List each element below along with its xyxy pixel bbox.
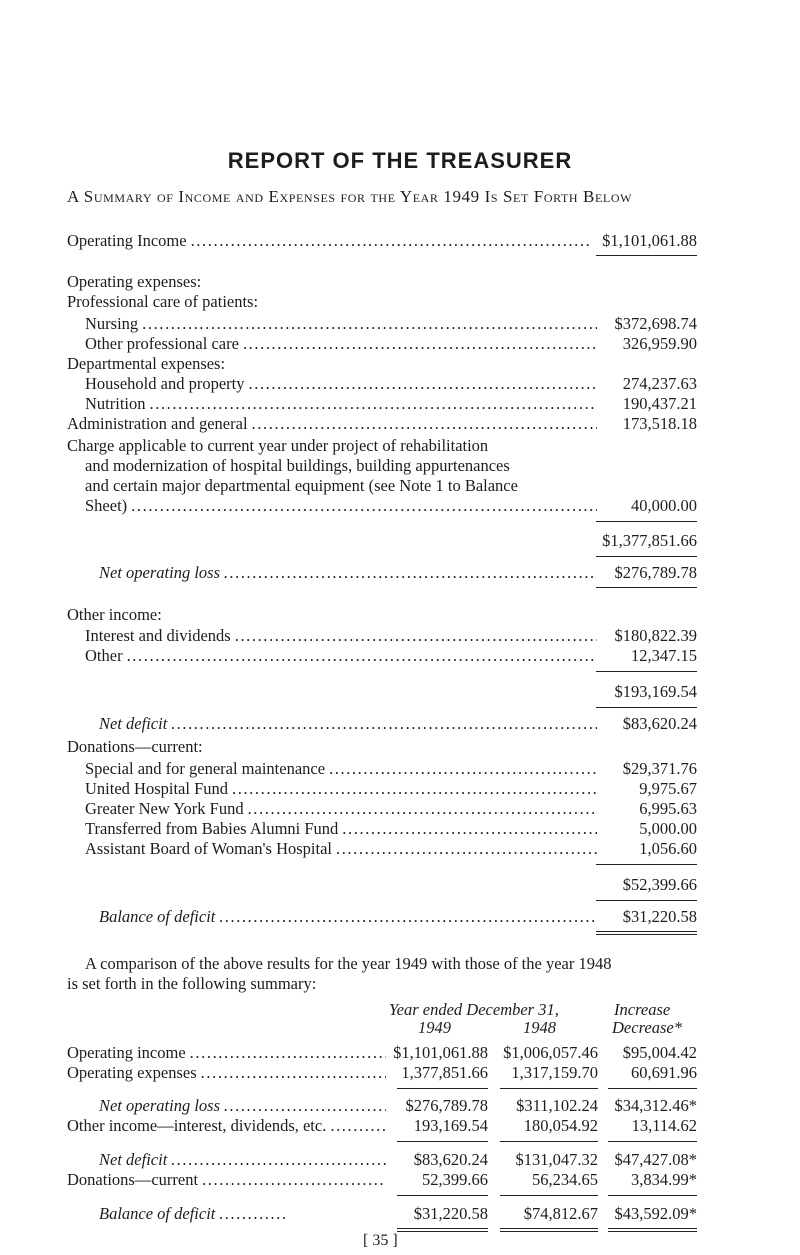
summary-1949: $31,220.58: [413, 1204, 488, 1223]
year-ended-header: Year ended December 31,: [389, 1000, 559, 1019]
summary-1948: 180,054.92: [523, 1116, 598, 1135]
summary-1949: 193,169.54: [413, 1116, 488, 1135]
rule: [596, 864, 697, 865]
charge-line2: and modernization of hospital buildings, building appurtenances: [85, 456, 510, 475]
rule: [596, 900, 697, 901]
donation-row: [85, 759, 597, 779]
rule: [608, 1088, 697, 1089]
donation-label: Greater New York Fund: [85, 799, 244, 818]
charge-value: 40,000.00: [631, 496, 697, 515]
summary-change: 13,114.62: [631, 1116, 697, 1135]
rule: [596, 931, 697, 932]
net-operating-loss-row: [99, 563, 597, 583]
rule: [608, 1231, 697, 1232]
rule: [397, 1195, 488, 1196]
page-number-close: ]: [392, 1232, 398, 1249]
donation-label: United Hospital Fund: [85, 779, 228, 798]
professional-heading: Professional care of patients:: [67, 292, 259, 311]
summary-1948: 56,234.65: [532, 1170, 598, 1189]
donations-total: $52,399.66: [622, 875, 697, 894]
household-value: 274,237.63: [622, 374, 697, 393]
charge-line3: and certain major departmental equipment (see Note 1 to Balance: [85, 476, 518, 495]
net-deficit-label: Net deficit: [99, 714, 168, 733]
donation-value: 9,975.67: [639, 779, 697, 798]
summary-change: 60,691.96: [631, 1063, 697, 1082]
summary-1948: 1,317,159.70: [511, 1063, 598, 1082]
other-income-total: $193,169.54: [614, 682, 697, 701]
expenses-total: $1,377,851.66: [602, 531, 697, 550]
summary-label: Net operating loss: [99, 1096, 221, 1115]
page-number: [363, 1232, 398, 1250]
summary-label: Operating expenses: [67, 1063, 197, 1082]
rule: [596, 556, 697, 557]
page-number-open: [: [363, 1232, 369, 1249]
rule: [500, 1228, 598, 1229]
donation-value: 6,995.63: [639, 799, 697, 818]
summary-1949: $83,620.24: [413, 1150, 488, 1169]
rule: [397, 1228, 488, 1229]
donation-label: Transferred from Babies Alumni Fund: [85, 819, 339, 838]
rule: [397, 1088, 488, 1089]
interest-value: $180,822.39: [614, 626, 697, 645]
nutrition-row: [85, 394, 597, 414]
summary-row: [67, 1116, 386, 1136]
rule: [596, 255, 697, 256]
balance-row: [99, 907, 597, 927]
operating-income-row: [67, 231, 590, 251]
charge-line4-row: [85, 496, 597, 516]
summary-row: [99, 1096, 386, 1116]
donation-value: $29,371.76: [622, 759, 697, 778]
col1948-header: 1948: [523, 1018, 556, 1037]
net-operating-loss-label: Net operating loss: [99, 563, 221, 582]
donation-row: [85, 839, 597, 859]
donation-row: [85, 819, 597, 839]
household-label: Household and property: [85, 374, 245, 393]
other-professional-row: [85, 334, 597, 354]
report-title: REPORT OF THE TREASURER: [227, 148, 573, 173]
summary-change: $34,312.46*: [614, 1096, 697, 1115]
summary-change: $95,004.42: [622, 1043, 697, 1062]
administration-row: [67, 414, 597, 434]
administration-label: Administration and general: [67, 414, 248, 433]
donation-label: Assistant Board of Woman's Hospital: [85, 839, 332, 858]
donation-row: [85, 779, 597, 799]
household-row: [85, 374, 597, 394]
interest-label: Interest and dividends: [85, 626, 231, 645]
donation-row: [85, 799, 597, 819]
rule: [608, 1195, 697, 1196]
other-label: Other: [85, 646, 123, 665]
charge-line1: Charge applicable to current year under project of rehabilitation: [67, 436, 489, 455]
rule: [608, 1228, 697, 1229]
summary-1949: $276,789.78: [405, 1096, 488, 1115]
nursing-label: Nursing: [85, 314, 139, 333]
donation-label: Special and for general maintenance: [85, 759, 326, 778]
nutrition-label: Nutrition: [85, 394, 146, 413]
summary-row: [99, 1150, 386, 1170]
summary-label: Balance of deficit: [99, 1204, 216, 1223]
rule: [500, 1088, 598, 1089]
summary-1948: $74,812.67: [523, 1204, 598, 1223]
net-operating-loss-value: $276,789.78: [614, 563, 697, 582]
other-value: 12,347.15: [631, 646, 697, 665]
summary-row: [67, 1043, 386, 1063]
operating-expenses-heading: Operating expenses:: [67, 272, 202, 291]
charge-line4: Sheet): [85, 496, 128, 515]
summary-label: Other income—interest, dividends, etc.: [67, 1116, 327, 1135]
nursing-row: [85, 314, 597, 334]
donation-value: 5,000.00: [639, 819, 697, 838]
departmental-heading: Departmental expenses:: [67, 354, 226, 373]
operating-income-value: $1,101,061.88: [602, 231, 697, 250]
rule: [596, 934, 697, 935]
summary-row: [99, 1204, 287, 1224]
decrease-header: Decrease*: [612, 1018, 682, 1037]
other-professional-value: 326,959.90: [622, 334, 697, 353]
other-row: [85, 646, 597, 666]
administration-value: 173,518.18: [622, 414, 697, 433]
operating-income-label: Operating Income: [67, 231, 187, 250]
donations-heading: Donations—current:: [67, 737, 203, 756]
col1949-header: 1949: [418, 1018, 451, 1037]
report-subtitle: A Summary of Income and Expenses for the Year 1949 Is Set Forth Below: [67, 187, 633, 206]
rule: [596, 707, 697, 708]
rule: [397, 1231, 488, 1232]
interest-row: [85, 626, 597, 646]
summary-label: Operating income: [67, 1043, 186, 1062]
net-deficit-value: $83,620.24: [622, 714, 697, 733]
summary-1949: 52,399.66: [422, 1170, 488, 1189]
increase-header: Increase: [614, 1000, 671, 1019]
nutrition-value: 190,437.21: [622, 394, 697, 413]
summary-label: Donations—current: [67, 1170, 199, 1189]
summary-1948: $1,006,057.46: [503, 1043, 598, 1062]
summary-1949: $1,101,061.88: [393, 1043, 488, 1062]
summary-row: [67, 1170, 386, 1190]
rule: [500, 1141, 598, 1142]
donation-value: 1,056.60: [639, 839, 697, 858]
summary-1949: 1,377,851.66: [401, 1063, 488, 1082]
balance-label: Balance of deficit: [99, 907, 216, 926]
rule: [500, 1231, 598, 1232]
summary-row: [67, 1063, 386, 1083]
summary-change: $47,427.08*: [614, 1150, 697, 1169]
other-income-heading: Other income:: [67, 605, 162, 624]
rule: [397, 1141, 488, 1142]
comparison-line2: is set forth in the following summary:: [67, 974, 317, 993]
rule: [596, 671, 697, 672]
balance-value: $31,220.58: [622, 907, 697, 926]
summary-1948: $131,047.32: [515, 1150, 598, 1169]
page-number-value: 35: [372, 1232, 389, 1249]
rule: [608, 1141, 697, 1142]
nursing-value: $372,698.74: [614, 314, 697, 333]
summary-1948: $311,102.24: [516, 1096, 598, 1115]
summary-label: Net deficit: [99, 1150, 168, 1169]
rule: [596, 521, 697, 522]
rule: [596, 587, 697, 588]
comparison-line1: A comparison of the above results for the year 1949 with those of the year 1948: [85, 954, 612, 973]
summary-change: $43,592.09*: [614, 1204, 697, 1223]
other-professional-label: Other professional care: [85, 334, 239, 353]
rule: [500, 1195, 598, 1196]
net-deficit-row: [99, 714, 597, 734]
summary-change: 3,834.99*: [631, 1170, 697, 1189]
